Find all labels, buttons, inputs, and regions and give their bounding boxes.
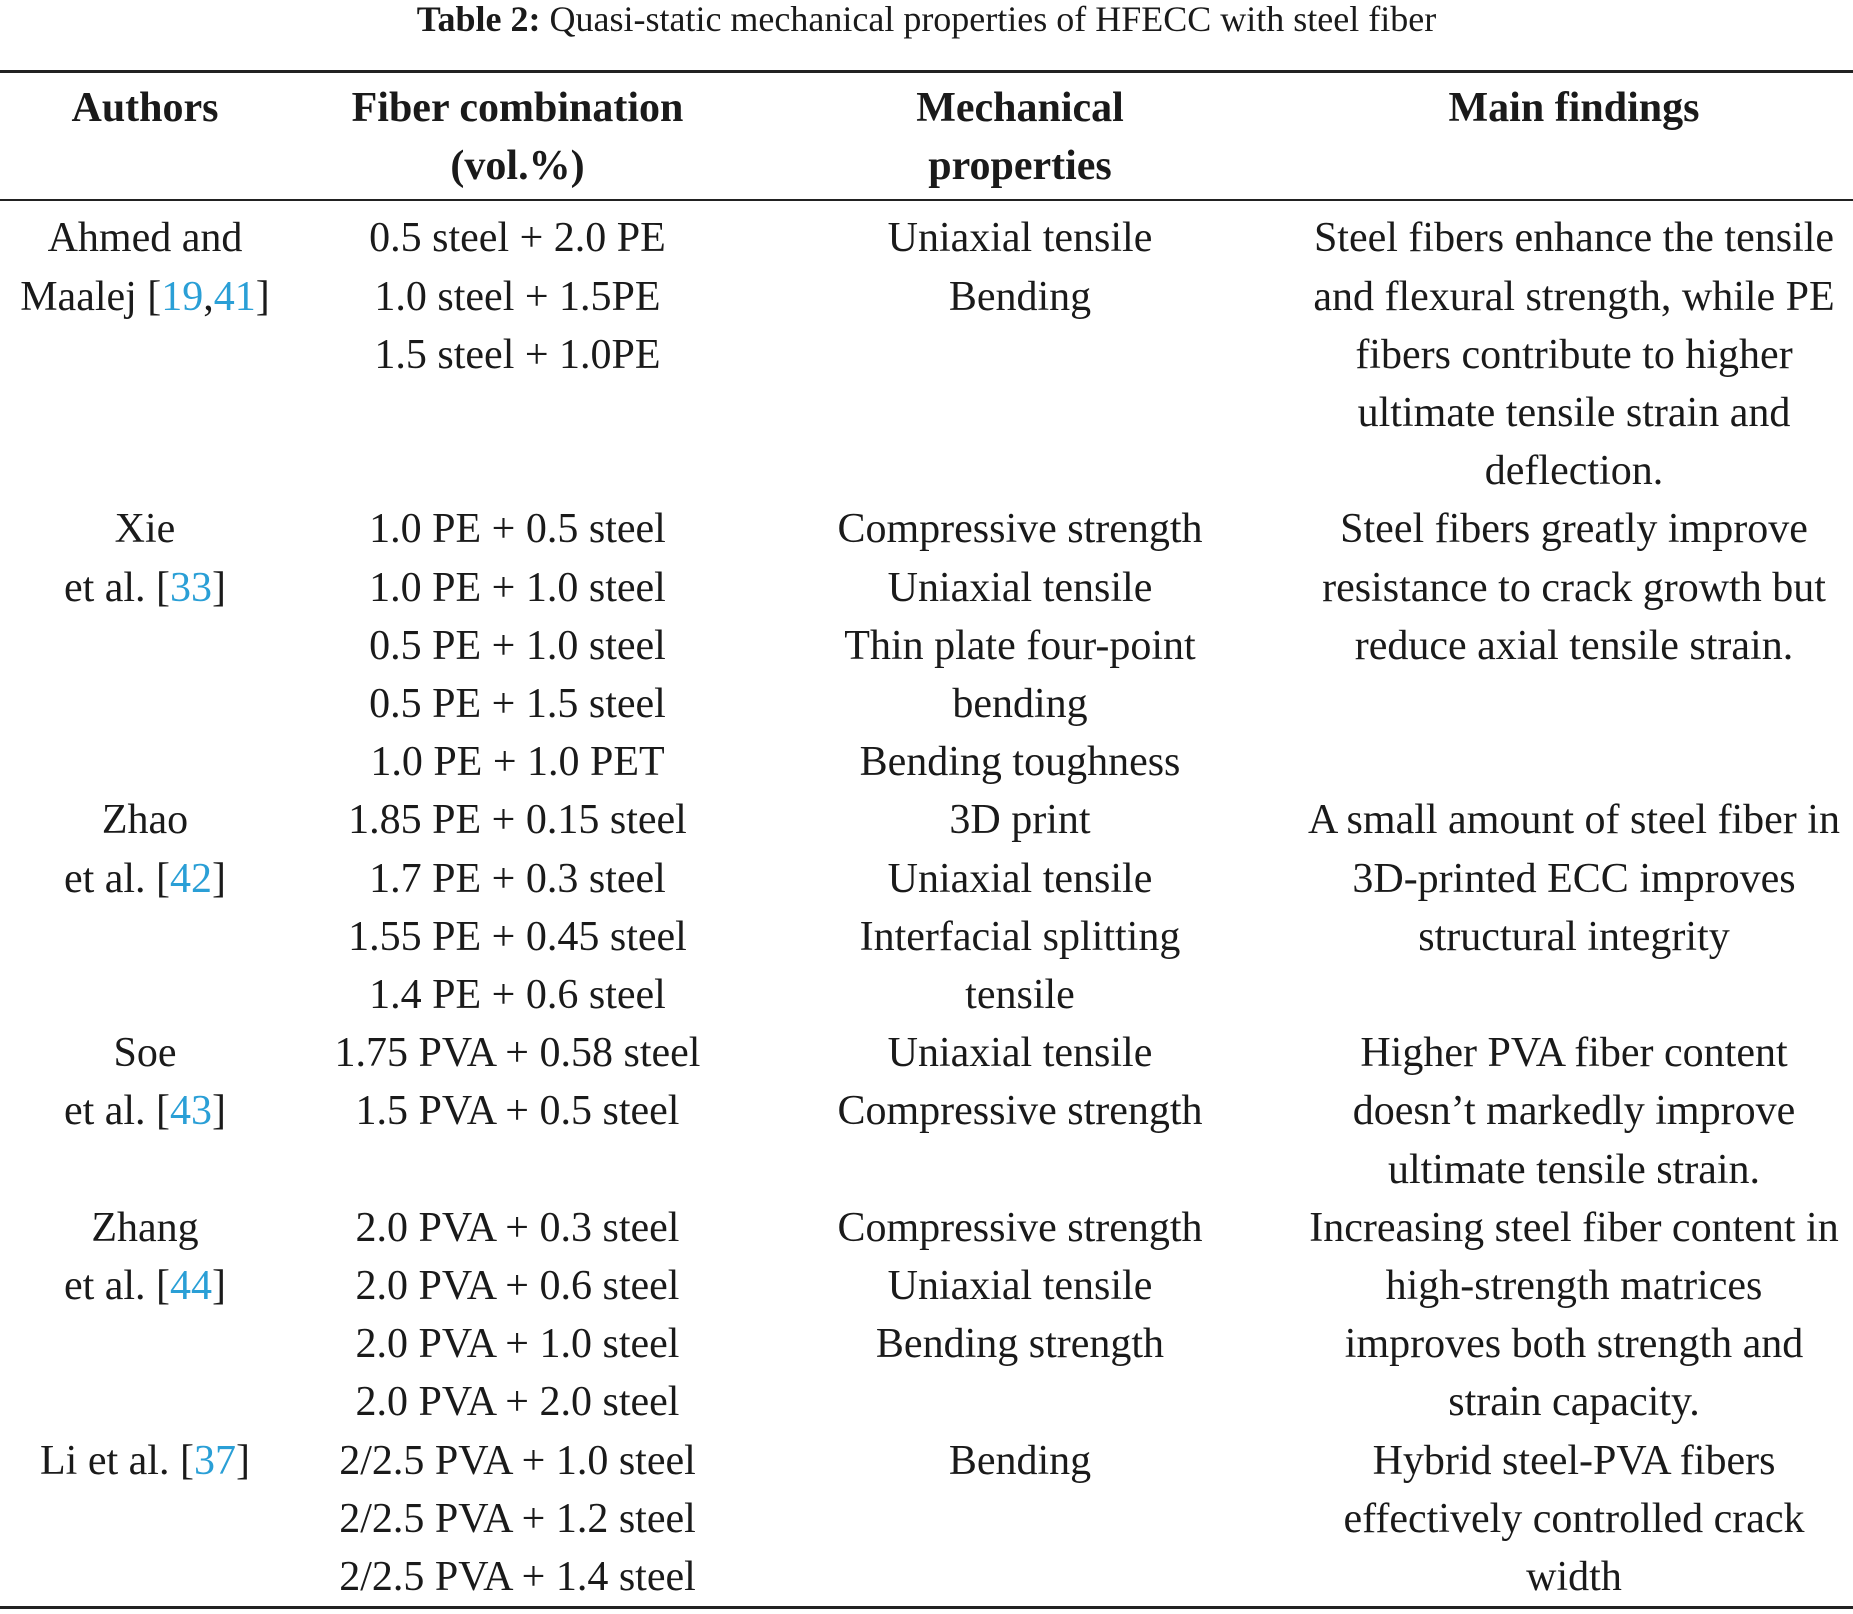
cell-authors: Ahmed and Maalej [19,41] <box>20 215 270 320</box>
cell-mechanical-properties: Compressive strength Uniaxial tensile Bending strength <box>837 1204 1203 1368</box>
cell-mechanical-properties: Uniaxial tensile Compressive strength <box>837 1030 1203 1135</box>
cell-fiber-combination: 1.85 PE + 0.15 steel 1.7 PE + 0.3 steel 1.55 PE + 0.45 steel 1.4 PE + 0.6 steel <box>348 797 687 1019</box>
citation-link[interactable]: 37 <box>193 1437 236 1484</box>
header-mechanical-properties: Mechanical properties <box>916 85 1124 190</box>
cell-main-findings: Hybrid steel-PVA fibers effectively controlled crack width <box>1343 1437 1805 1601</box>
citation-link[interactable]: 19 <box>161 273 204 320</box>
citation-link[interactable]: 44 <box>170 1263 213 1310</box>
cell-authors: Li et al. [37] <box>40 1437 250 1484</box>
table-row <box>0 1024 1853 1199</box>
table-row <box>0 1199 1853 1432</box>
properties-table <box>0 70 1853 1609</box>
table-row <box>0 791 1853 1024</box>
citation-link[interactable]: 33 <box>170 564 213 611</box>
caption-text: Quasi-static mechanical properties of HFECC with steel fiber <box>540 0 1437 39</box>
cell-authors: Zhang et al. [44] <box>63 1204 227 1310</box>
table-row <box>0 500 1853 791</box>
cell-mechanical-properties: 3D print Uniaxial tensile Interfacial splitting tensile <box>859 797 1181 1019</box>
cell-main-findings: Higher PVA fiber content doesn’t markedly improve ultimate tensile strain. <box>1352 1030 1796 1193</box>
citation-link[interactable]: 42 <box>170 855 213 902</box>
cell-mechanical-properties: Bending <box>948 1437 1092 1484</box>
cell-fiber-combination: 2.0 PVA + 0.3 steel 2.0 PVA + 0.6 steel 2.0 PVA + 1.0 steel 2.0 PVA + 2.0 steel <box>355 1204 680 1426</box>
table-caption <box>0 0 1853 38</box>
cell-main-findings: Increasing steel fiber content in high-strength matrices improves both strength and strain capacity. <box>1309 1204 1839 1426</box>
cell-main-findings: Steel fibers greatly improve resistance to crack growth but reduce axial tensile strain. <box>1322 506 1826 669</box>
header-fiber-combination: Fiber combination (vol.%) <box>351 85 684 190</box>
cell-main-findings: A small amount of steel fiber in 3D-printed ECC improves structural integrity <box>1308 797 1840 960</box>
cell-mechanical-properties: Uniaxial tensile Bending <box>887 215 1153 320</box>
cell-fiber-combination: 2/2.5 PVA + 1.0 steel 2/2.5 PVA + 1.2 steel 2/2.5 PVA + 1.4 steel <box>339 1437 696 1601</box>
citation-link[interactable]: 41 <box>213 273 256 320</box>
cell-authors: Zhao et al. [42] <box>63 797 227 902</box>
header-authors: Authors <box>71 85 219 131</box>
caption-label: Table 2: <box>416 0 541 39</box>
cell-fiber-combination: 0.5 steel + 2.0 PE 1.0 steel + 1.5PE 1.5 steel + 1.0PE <box>369 215 666 378</box>
cell-authors: Xie et al. [33] <box>63 506 227 611</box>
table-row <box>0 1432 1853 1608</box>
cell-fiber-combination: 1.0 PE + 0.5 steel 1.0 PE + 1.0 steel 0.5 PE + 1.0 steel 0.5 PE + 1.5 steel 1.0 PE + 1.0 PET <box>369 506 666 786</box>
citation-link[interactable]: 43 <box>170 1088 213 1135</box>
cell-authors: Soe et al. [43] <box>63 1030 227 1135</box>
table-header-row <box>0 72 1853 201</box>
table-row <box>0 200 1853 500</box>
header-main-findings: Main findings <box>1448 85 1700 131</box>
cell-mechanical-properties: Compressive strength Uniaxial tensile Thin plate four-point bending Bending toughness <box>837 506 1203 786</box>
cell-main-findings: Steel fibers enhance the tensile and flexural strength, while PE fibers contribute to higher ultimate tensile strain and deflection. <box>1313 215 1835 495</box>
cell-fiber-combination: 1.75 PVA + 0.58 steel 1.5 PVA + 0.5 steel <box>334 1030 701 1135</box>
